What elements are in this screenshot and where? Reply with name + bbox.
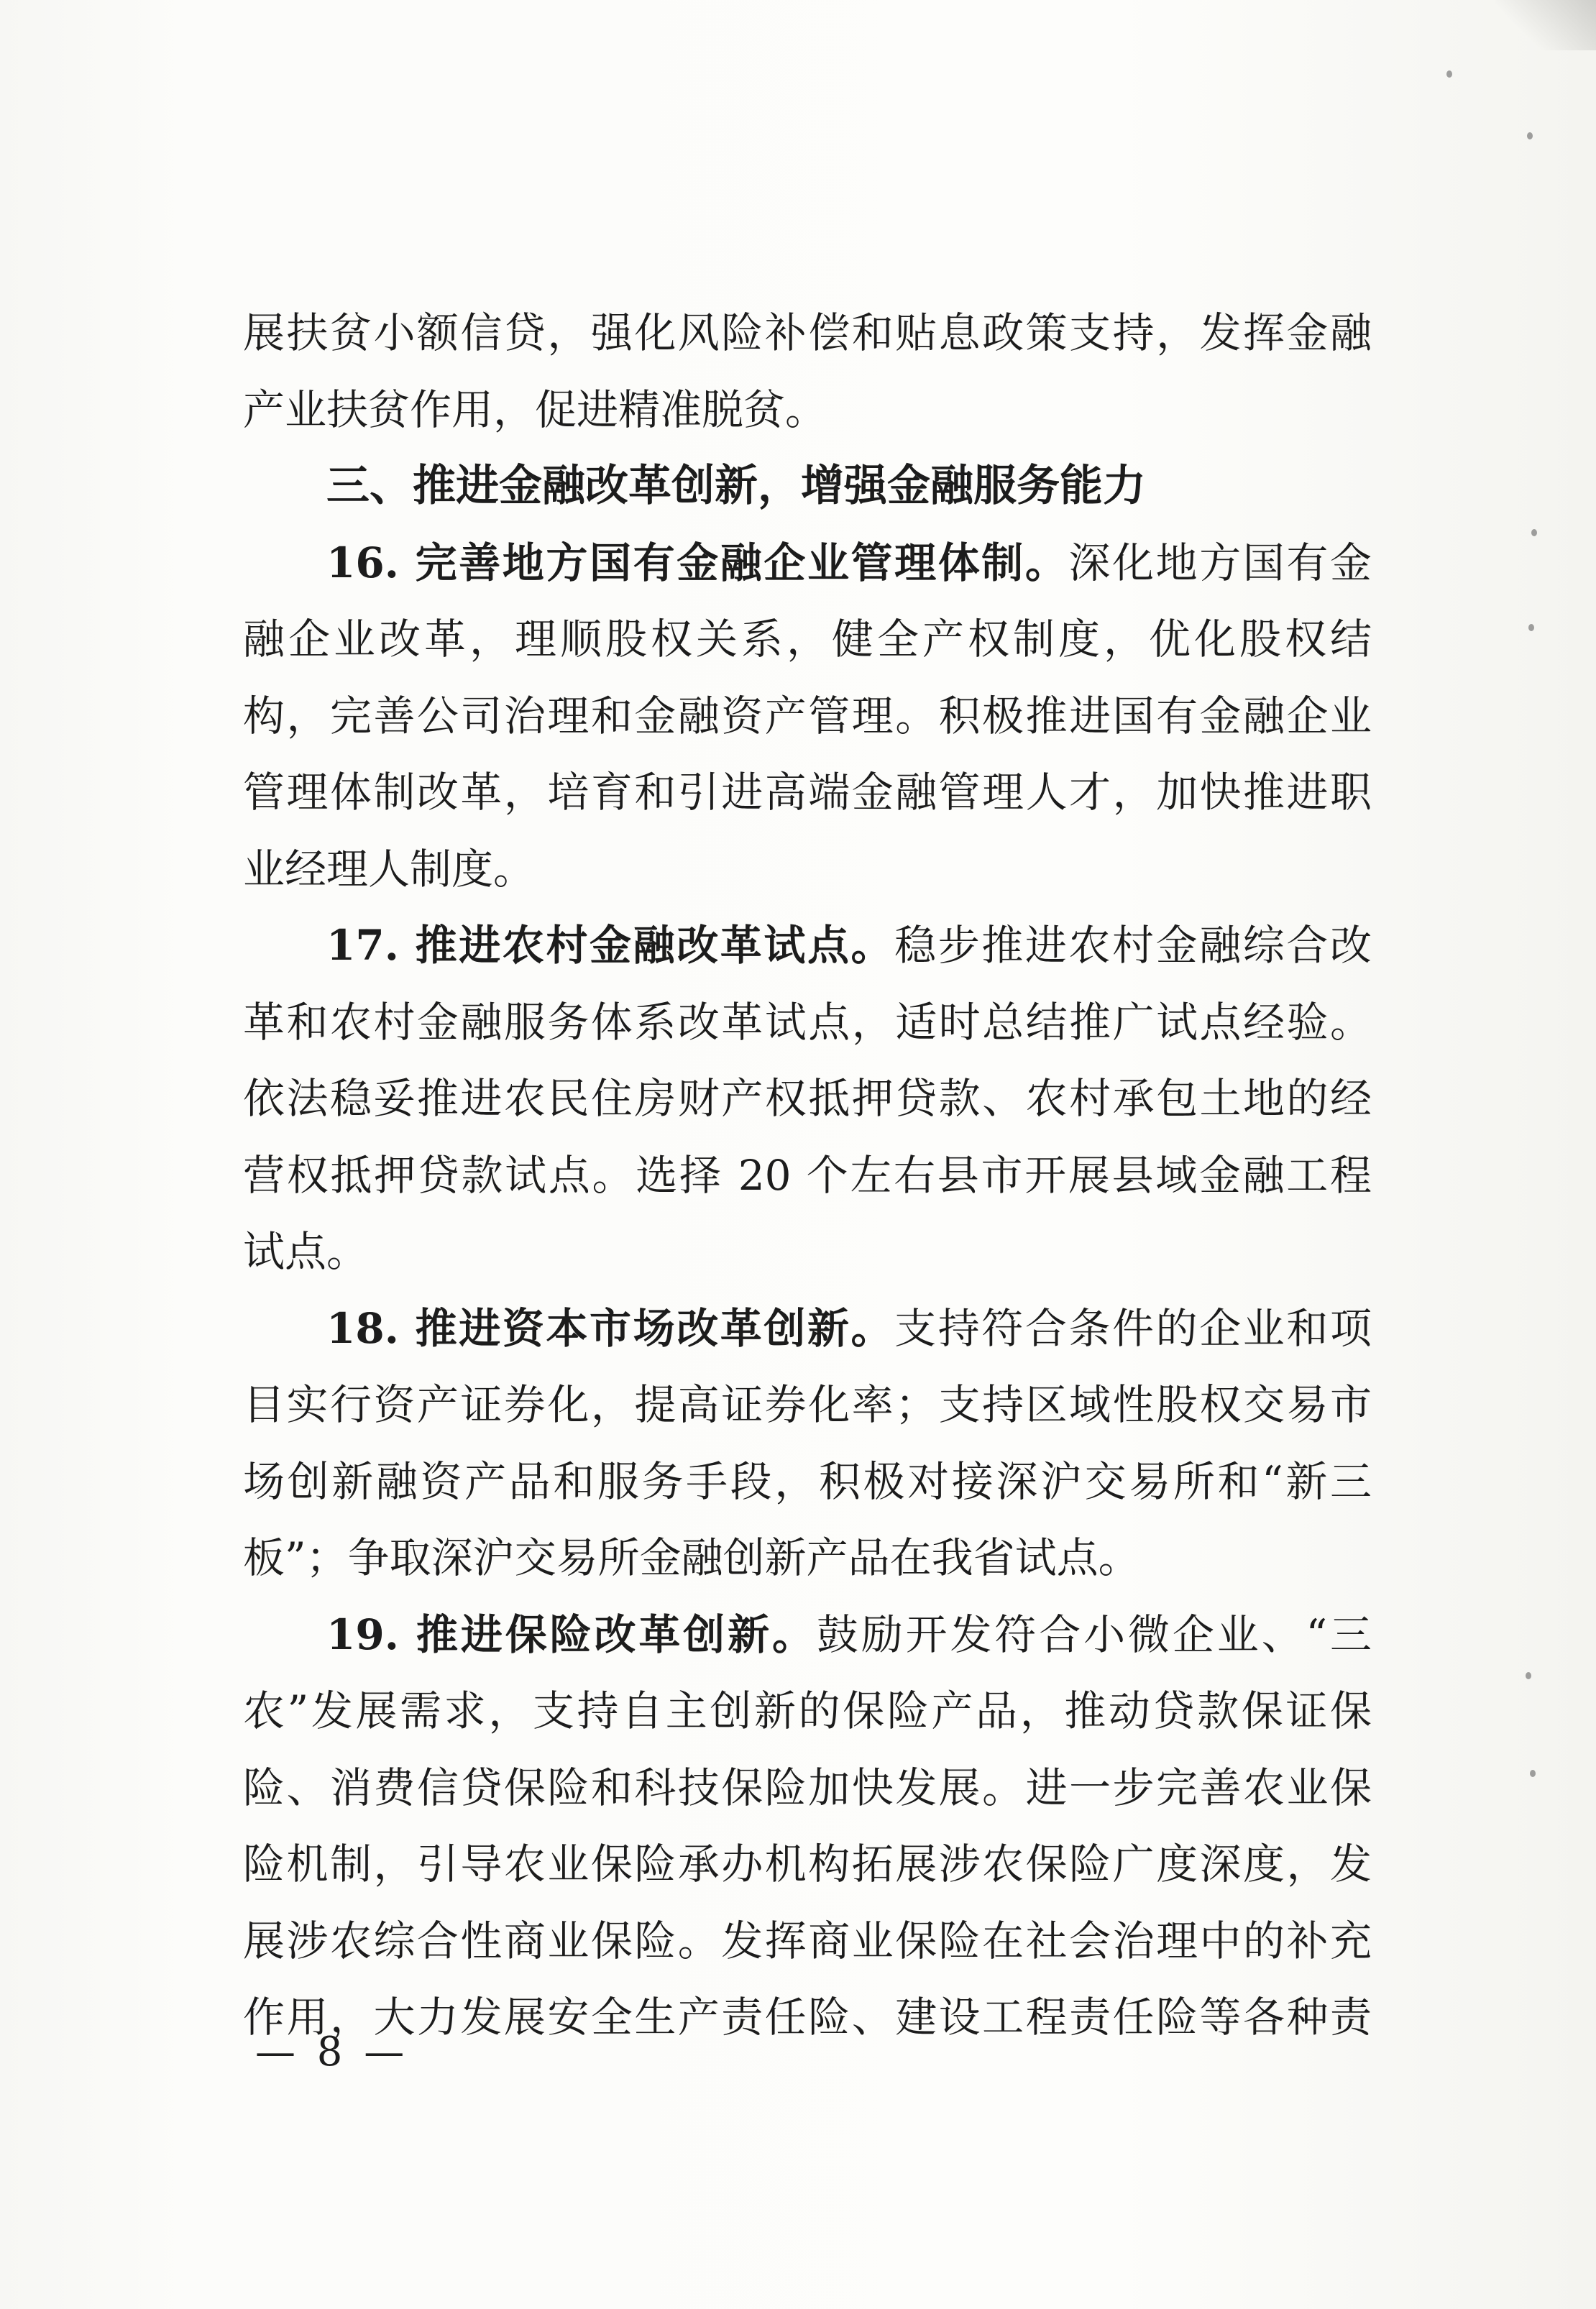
scan-speck (1531, 529, 1537, 536)
scan-speck (1528, 624, 1534, 631)
text-line: 展扶贫小额信贷，强化风险补偿和贴息政策支持，发挥金融 (243, 308, 1372, 357)
item-19-first-rest: 鼓励开发符合小微企业、“三 (816, 1610, 1372, 1659)
text-line: 农”发展需求，支持自主创新的保险产品，推动贷款保证保 (243, 1686, 1372, 1735)
scan-speck (1526, 1672, 1531, 1679)
item-18-first-line (243, 1290, 1372, 1367)
text-line: 构，完善公司治理和金融资产管理。积极推进国有金融企业 (243, 691, 1372, 740)
item-18-first-rest: 支持符合条件的企业和项 (894, 1303, 1372, 1353)
item-16-lead: 16. 完善地方国有金融企业管理体制。 (326, 538, 1069, 587)
item-17-first-line (243, 907, 1372, 984)
text-line: 试点。 (243, 1227, 369, 1276)
item-19-lead: 19. 推进保险改革创新。 (326, 1610, 817, 1659)
text-line: 业经理人制度。 (243, 844, 536, 894)
scan-corner-shadow (1495, 0, 1596, 50)
text-line: 场创新融资产品和服务手段，积极对接深沪交易所和“新三 (243, 1456, 1372, 1506)
item-17-lead: 17. 推进农村金融改革试点。 (326, 921, 895, 970)
scan-speck (1446, 70, 1452, 78)
scan-speck (1527, 132, 1533, 139)
text-line: 险、消费信贷保险和科技保险加快发展。进一步完善农业保 (243, 1763, 1372, 1812)
text-line: 作用，大力发展安全生产责任险、建设工程责任险等各种责 (243, 1993, 1372, 2042)
text-line: 目实行资产证券化，提高证券化率；支持区域性股权交易市 (243, 1380, 1372, 1429)
item-16-first-line (243, 525, 1372, 602)
text-line: 依法稳妥推进农民住房财产权抵押贷款、农村承包土地的经 (243, 1074, 1372, 1123)
item-17-first-rest: 稳步推进农村金融综合改 (894, 921, 1372, 970)
scan-speck (1530, 1770, 1536, 1777)
document-body (243, 295, 1372, 2056)
text-line: 板”；争取深沪交易所金融创新产品在我省试点。 (243, 1533, 1140, 1582)
section-heading: 三、推进金融改革创新，增强金融服务能力 (326, 461, 1146, 511)
text-line: 管理体制改革，培育和引进高端金融管理人才，加快推进职 (243, 768, 1372, 817)
text-line: 产业扶贫作用，促进精准脱贫。 (243, 385, 827, 434)
text-line: 展涉农综合性商业保险。发挥商业保险在社会治理中的补充 (243, 1916, 1372, 1965)
page-number: — 8 — (255, 2029, 409, 2075)
text-line: 革和农村金融服务体系改革试点，适时总结推广试点经验。 (243, 997, 1372, 1047)
text-line: 融企业改革，理顺股权关系，健全产权制度，优化股权结 (243, 615, 1372, 664)
item-18-lead: 18. 推进资本市场改革创新。 (326, 1303, 895, 1353)
item-19-first-line (243, 1597, 1372, 1674)
text-line: 营权抵押贷款试点。选择 20 个左右县市开展县域金融工程 (243, 1150, 1372, 1200)
text-line: 险机制，引导农业保险承办机构拓展涉农保险广度深度，发 (243, 1840, 1372, 1888)
item-16-first-rest: 深化地方国有金 (1068, 538, 1372, 587)
